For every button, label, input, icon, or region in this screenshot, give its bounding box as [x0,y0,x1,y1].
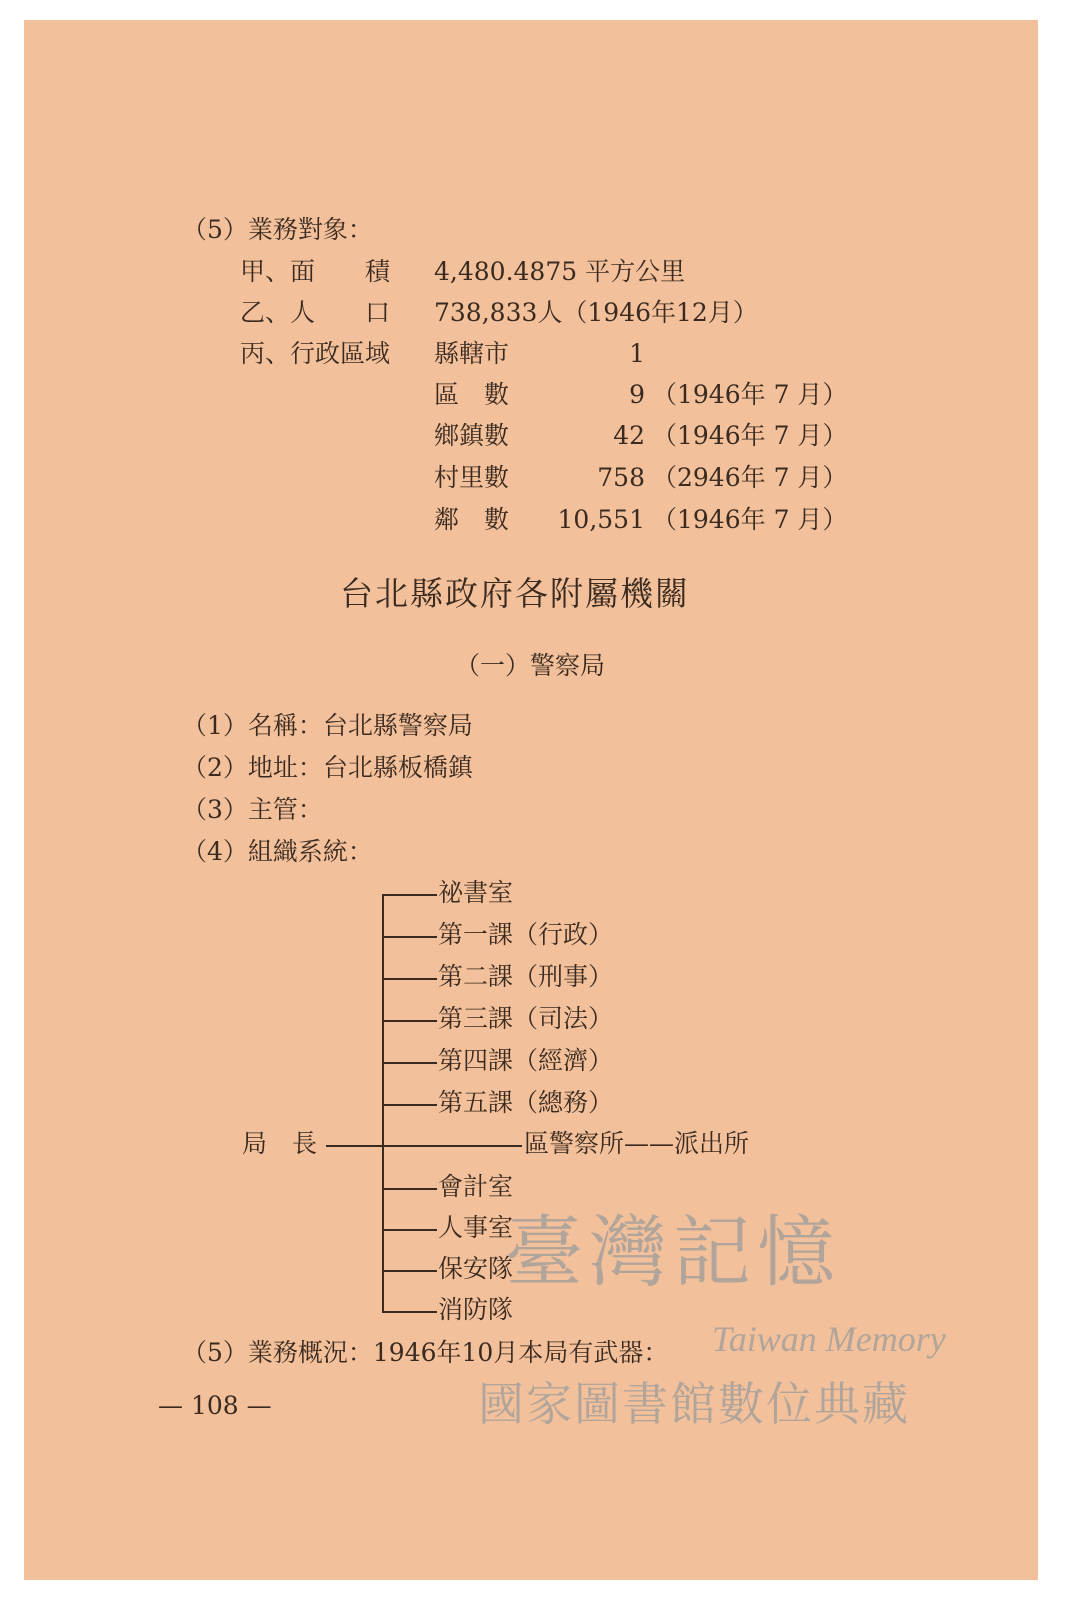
item-supervisor: （3）主管： [182,795,323,824]
org-branch: 第五課（總務） [438,1088,614,1117]
watermark-subtitle: 國家圖書館數位典藏 [478,1377,910,1431]
org-middle: 區警察所——派出所 [524,1129,750,1158]
admin-row-date: （2946年 7 月） [652,463,848,492]
admin-row-name: 縣轄市 [434,339,510,368]
area-label: 甲、面 積 [240,257,391,286]
org-branch: 第三課（司法） [438,1004,614,1033]
section-subtitle: （一）警察局 [455,651,606,680]
org-connector [382,894,437,896]
population-value: 738,833人（1946年12月） [434,298,758,327]
org-branch: 第一課（行政） [438,920,614,949]
org-branch: 祕書室 [438,878,514,907]
org-branch: 人事室 [438,1213,514,1242]
area-value: 4,480.4875 平方公里 [434,257,686,286]
org-connector [382,1188,437,1190]
item-business: （5）業務概況：1946年10月本局有武器： [182,1338,669,1367]
page-title: 台北縣政府各附屬機關 [340,574,690,613]
admin-row-name: 村里數 [434,463,510,492]
org-root-connector [326,1145,382,1147]
admin-row-count: 1 [629,339,645,368]
admin-label: 丙、行政區域 [240,339,391,368]
admin-row-name: 鄰 數 [434,505,510,534]
org-branch: 第二課（刑事） [438,962,614,991]
admin-row-count: 42 [613,421,645,450]
org-connector [384,1145,522,1147]
org-connector [382,1020,437,1022]
org-connector [382,1311,437,1313]
item-address: （2）地址：台北縣板橋鎮 [182,753,473,782]
section5-header: （5）業務對象： [182,215,373,244]
org-branch: 消防隊 [438,1295,514,1324]
org-connector [382,936,437,938]
item-org-system: （4）組織系統： [182,837,373,866]
org-connector [382,1270,437,1272]
population-label: 乙、人 口 [240,298,391,327]
admin-row-count: 758 [597,463,645,492]
org-branch: 會計室 [438,1172,514,1201]
admin-row-count: 9 [629,380,645,409]
org-connector [382,978,437,980]
admin-row-name: 區 數 [434,380,510,409]
org-connector [382,1104,437,1106]
org-branch: 第四課（經濟） [438,1046,614,1075]
admin-row-name: 鄉鎮數 [434,421,510,450]
admin-row-date: （1946年 7 月） [652,505,848,534]
org-connector [382,1229,437,1231]
page-number: — 108 — [158,1391,272,1420]
org-connector [382,1062,437,1064]
item-name: （1）名稱：台北縣警察局 [182,711,473,740]
org-root: 局 長 [242,1129,318,1158]
admin-row-count: 10,551 [557,505,645,534]
watermark-title: 臺灣記憶 [505,1208,842,1298]
org-branch: 保安隊 [438,1254,514,1283]
org-vertical-line [382,894,384,1312]
admin-row-date: （1946年 7 月） [652,421,848,450]
watermark-english: Taiwan Memory [712,1319,946,1359]
admin-row-date: （1946年 7 月） [652,380,848,409]
